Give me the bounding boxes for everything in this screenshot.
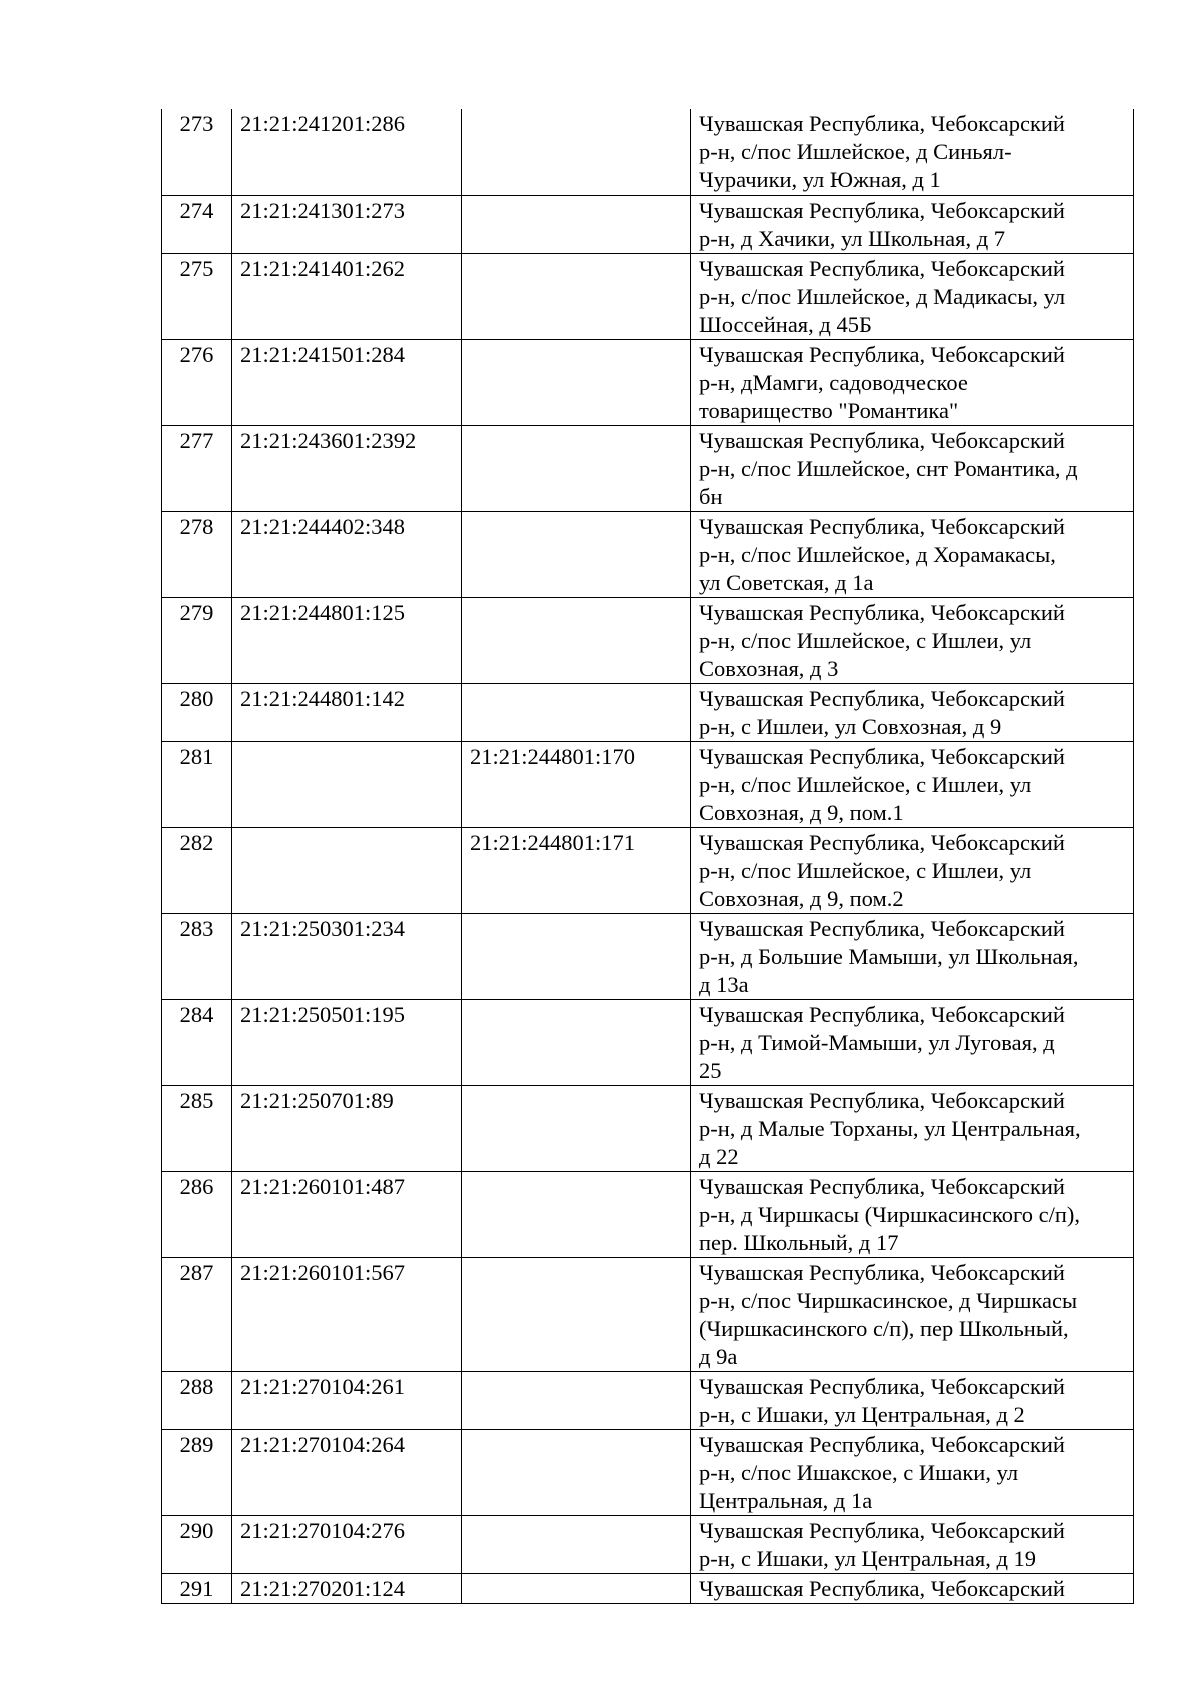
address-line: р-н, с/пос Ишлейское, д Мадикасы, ул — [699, 283, 1066, 309]
cadastral-land-cell: 21:21:241501:284 — [232, 339, 462, 425]
cadastral-land-cell: 21:21:244801:125 — [232, 597, 462, 683]
address-cell — [691, 109, 1134, 195]
cadastral-room-cell — [462, 913, 691, 999]
table-row — [162, 511, 1134, 597]
cadastral-room-cell — [462, 683, 691, 741]
address-cell — [691, 1573, 1134, 1603]
address-line: д 22 — [699, 1143, 739, 1169]
property-registry-table — [161, 109, 1134, 1604]
address-line: д 13а — [699, 971, 749, 997]
table-row — [162, 827, 1134, 913]
address-line: 25 — [699, 1057, 722, 1083]
cadastral-land-cell: 21:21:270104:264 — [232, 1429, 462, 1515]
address-line: р-н, с/пос Чиршкасинское, д Чиршкасы — [699, 1287, 1078, 1313]
cadastral-room-cell — [462, 511, 691, 597]
address-line: Чурачики, ул Южная, д 1 — [699, 167, 941, 192]
row-number-cell: 288 — [162, 1371, 232, 1429]
address-line: р-н, дМамги, садоводческое — [699, 369, 968, 395]
cadastral-room-cell — [462, 339, 691, 425]
table-row — [162, 597, 1134, 683]
cadastral-land-cell — [232, 827, 462, 913]
address-cell — [691, 741, 1134, 827]
table-row — [162, 1515, 1134, 1573]
cadastral-land-cell: 21:21:241301:273 — [232, 195, 462, 253]
row-number-cell: 289 — [162, 1429, 232, 1515]
address-cell — [691, 253, 1134, 339]
table-row — [162, 1171, 1134, 1257]
address-cell — [691, 683, 1134, 741]
row-number-cell: 281 — [162, 741, 232, 827]
address-line: р-н, д Чиршкасы (Чиршкасинского с/п), — [699, 1201, 1080, 1227]
address-line: Чувашская Республика, Чебоксарский — [699, 1431, 1065, 1457]
cadastral-land-cell: 21:21:241201:286 — [232, 109, 462, 195]
cadastral-land-cell: 21:21:260101:487 — [232, 1171, 462, 1257]
address-cell — [691, 597, 1134, 683]
address-line: Чувашская Республика, Чебоксарский — [699, 1575, 1065, 1601]
table-row — [162, 253, 1134, 339]
address-line: Шоссейная, д 45Б — [699, 311, 872, 337]
table-row — [162, 913, 1134, 999]
address-cell — [691, 1171, 1134, 1257]
cadastral-room-cell — [462, 1257, 691, 1371]
row-number-cell: 280 — [162, 683, 232, 741]
address-line: Чувашская Республика, Чебоксарский — [699, 197, 1065, 223]
cadastral-room-cell — [462, 253, 691, 339]
table-row — [162, 683, 1134, 741]
table-row — [162, 1429, 1134, 1515]
cadastral-room-cell — [462, 1171, 691, 1257]
cadastral-land-cell: 21:21:244402:348 — [232, 511, 462, 597]
address-line: товарищество "Романтика" — [699, 397, 959, 423]
address-line: Чувашская Республика, Чебоксарский — [699, 427, 1065, 453]
address-line: бн — [699, 483, 723, 509]
address-line: Чувашская Республика, Чебоксарский — [699, 1001, 1065, 1027]
table-row — [162, 195, 1134, 253]
address-cell — [691, 1085, 1134, 1171]
row-number-cell: 278 — [162, 511, 232, 597]
address-cell — [691, 1429, 1134, 1515]
cadastral-room-cell — [462, 999, 691, 1085]
row-number-cell: 286 — [162, 1171, 232, 1257]
cadastral-room-cell — [462, 597, 691, 683]
row-number-cell: 276 — [162, 339, 232, 425]
address-cell — [691, 999, 1134, 1085]
address-line: Чувашская Республика, Чебоксарский — [699, 1173, 1065, 1199]
address-cell — [691, 339, 1134, 425]
address-line: Чувашская Республика, Чебоксарский — [699, 1373, 1065, 1399]
address-line: Совхозная, д 9, пом.1 — [699, 799, 904, 825]
address-cell — [691, 1515, 1134, 1573]
row-number-cell: 282 — [162, 827, 232, 913]
address-cell — [691, 1371, 1134, 1429]
address-line: р-н, д Малые Торханы, ул Центральная, — [699, 1115, 1081, 1141]
cadastral-land-cell: 21:21:270201:124 — [232, 1573, 462, 1603]
cadastral-land-cell: 21:21:243601:2392 — [232, 425, 462, 511]
cadastral-room-cell — [462, 425, 691, 511]
address-line: р-н, с/пос Ишлейское, с Ишлеи, ул — [699, 771, 1032, 797]
cadastral-land-cell: 21:21:270104:276 — [232, 1515, 462, 1573]
address-line: Чувашская Республика, Чебоксарский — [699, 599, 1065, 625]
address-line: р-н, с Ишлеи, ул Совхозная, д 9 — [699, 713, 1002, 739]
registry-table-body — [162, 109, 1134, 1603]
table-row — [162, 1257, 1134, 1371]
address-line: Центральная, д 1а — [699, 1487, 873, 1513]
address-line: р-н, с/пос Ишлейское, с Ишлеи, ул — [699, 627, 1032, 653]
address-line: р-н, д Тимой-Мамыши, ул Луговая, д — [699, 1029, 1055, 1055]
row-number-cell: 283 — [162, 913, 232, 999]
address-line: Чувашская Республика, Чебоксарский — [699, 1517, 1065, 1543]
address-line: Чувашская Республика, Чебоксарский — [699, 513, 1065, 539]
address-line: р-н, д Большие Мамыши, ул Школьная, — [699, 943, 1079, 969]
address-line: р-н, с/пос Ишлейское, д Синьял- — [699, 139, 1012, 164]
cadastral-room-cell — [462, 1429, 691, 1515]
table-row — [162, 1085, 1134, 1171]
table-row — [162, 1573, 1134, 1603]
cadastral-room-cell — [462, 1371, 691, 1429]
address-line: Чувашская Республика, Чебоксарский — [699, 915, 1065, 941]
address-line: пер. Школьный, д 17 — [699, 1229, 899, 1255]
address-line: р-н, с/пос Ишлейское, д Хорамакасы, — [699, 541, 1056, 567]
cadastral-land-cell: 21:21:250301:234 — [232, 913, 462, 999]
address-line: Чувашская Республика, Чебоксарский — [699, 685, 1065, 711]
address-line: Чувашская Республика, Чебоксарский — [699, 829, 1065, 855]
address-cell — [691, 195, 1134, 253]
row-number-cell: 279 — [162, 597, 232, 683]
row-number-cell: 284 — [162, 999, 232, 1085]
address-cell — [691, 913, 1134, 999]
address-cell — [691, 425, 1134, 511]
address-line: р-н, с/пос Ишлейское, с Ишлеи, ул — [699, 857, 1032, 883]
table-row — [162, 425, 1134, 511]
address-line: Чувашская Республика, Чебоксарский — [699, 1087, 1065, 1113]
table-row — [162, 109, 1134, 195]
row-number-cell: 291 — [162, 1573, 232, 1603]
row-number-cell: 277 — [162, 425, 232, 511]
row-number-cell: 273 — [162, 109, 232, 195]
table-row — [162, 741, 1134, 827]
cadastral-land-cell: 21:21:241401:262 — [232, 253, 462, 339]
address-line: (Чиршкасинского с/п), пер Школьный, — [699, 1315, 1069, 1341]
table-row — [162, 339, 1134, 425]
cadastral-land-cell: 21:21:250701:89 — [232, 1085, 462, 1171]
cadastral-room-cell — [462, 1515, 691, 1573]
cadastral-room-cell: 21:21:244801:171 — [462, 827, 691, 913]
address-line: ул Советская, д 1а — [699, 569, 874, 595]
address-line: Совхозная, д 3 — [699, 655, 839, 681]
address-line: Совхозная, д 9, пом.2 — [699, 885, 904, 911]
address-line: д 9а — [699, 1343, 738, 1369]
table-row — [162, 999, 1134, 1085]
cadastral-room-cell: 21:21:244801:170 — [462, 741, 691, 827]
cadastral-land-cell: 21:21:270104:261 — [232, 1371, 462, 1429]
cadastral-land-cell: 21:21:260101:567 — [232, 1257, 462, 1371]
address-line: Чувашская Республика, Чебоксарский — [699, 743, 1065, 769]
row-number-cell: 285 — [162, 1085, 232, 1171]
cadastral-room-cell — [462, 109, 691, 195]
address-cell — [691, 511, 1134, 597]
cadastral-land-cell — [232, 741, 462, 827]
address-line: Чувашская Республика, Чебоксарский — [699, 255, 1065, 281]
address-line: р-н, с Ишаки, ул Центральная, д 2 — [699, 1401, 1025, 1427]
row-number-cell: 290 — [162, 1515, 232, 1573]
row-number-cell: 274 — [162, 195, 232, 253]
address-line: р-н, с/пос Ишакское, с Ишаки, ул — [699, 1459, 1019, 1485]
cadastral-land-cell: 21:21:250501:195 — [232, 999, 462, 1085]
cadastral-land-cell: 21:21:244801:142 — [232, 683, 462, 741]
address-line: р-н, с Ишаки, ул Центральная, д 19 — [699, 1545, 1037, 1571]
cadastral-room-cell — [462, 1573, 691, 1603]
row-number-cell: 287 — [162, 1257, 232, 1371]
row-number-cell: 275 — [162, 253, 232, 339]
address-cell — [691, 827, 1134, 913]
cadastral-room-cell — [462, 195, 691, 253]
table-row — [162, 1371, 1134, 1429]
cadastral-room-cell — [462, 1085, 691, 1171]
address-line: р-н, д Хачики, ул Школьная, д 7 — [699, 225, 1006, 251]
address-line: Чувашская Республика, Чебоксарский — [699, 111, 1065, 136]
address-line: Чувашская Республика, Чебоксарский — [699, 341, 1065, 367]
address-line: Чувашская Республика, Чебоксарский — [699, 1259, 1065, 1285]
address-line: р-н, с/пос Ишлейское, снт Романтика, д — [699, 455, 1078, 481]
address-cell — [691, 1257, 1134, 1371]
